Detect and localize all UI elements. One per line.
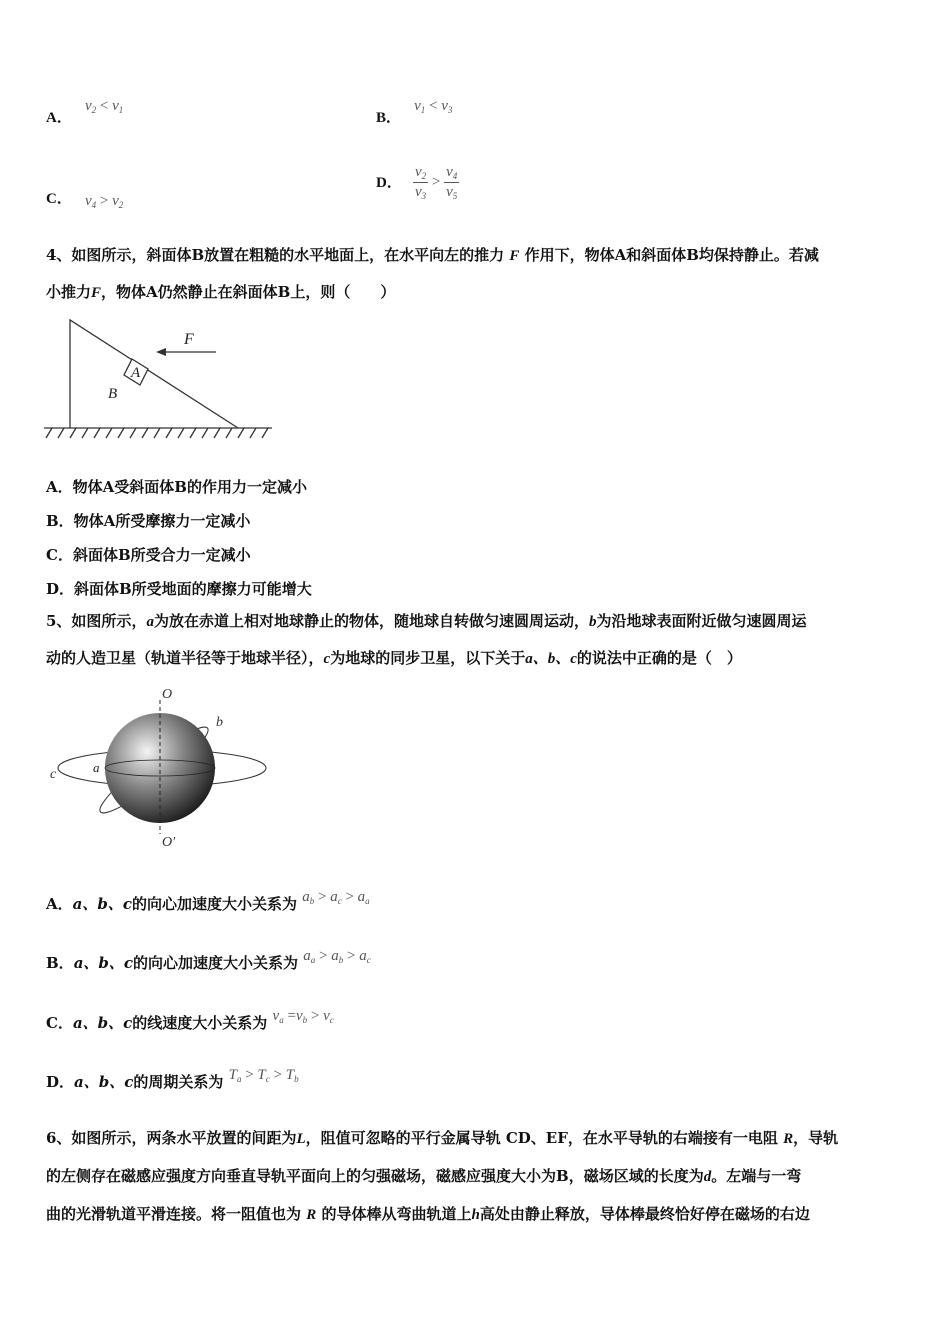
q6-line-3: 曲的光滑轨道平滑连接。将一阻值也为 R 的导体棒从弯曲轨道上h高处由静止释放，导体棒最终恰好停在磁场的右边 [46, 1205, 810, 1223]
q5-stem [46, 603, 908, 677]
fraction: $\frac{v_2}{v_3}$ [414, 164, 427, 201]
math-expression: $v_4 > v_2$ [84, 193, 124, 210]
math-expression: $v_a =v_b > v_c$ [272, 1008, 334, 1025]
math-expression: $v_2 < v_1$ [84, 98, 124, 115]
q5-option-a: A．a、b、c的向心加速度大小关系为 $a_b > a_c > a_a$ [46, 889, 370, 913]
math-expression: $T_a > T_c > T_b$ [228, 1067, 299, 1084]
label-c: c [50, 767, 57, 782]
q3-option-d [376, 164, 459, 201]
arrow-head [156, 348, 166, 356]
q3-option-b [376, 98, 453, 127]
q6-line-2: 的左侧存在磁感应强度方向垂直导轨平面向上的匀强磁场，磁感应强度大小为B，磁场区域的长度为d。左端与一弯 [46, 1167, 802, 1185]
option-label: C． [46, 191, 72, 207]
option-label: A． [46, 110, 72, 126]
incline-outline [70, 320, 238, 428]
label-b: B [108, 386, 118, 402]
q4-stem [46, 237, 908, 311]
math-expression: $v_1 < v_3$ [414, 98, 453, 115]
q5-line-1: 5、如图所示，a为放在赤道上相对地球静止的物体，随地球自转做匀速圆周运动，b为沿地球表面附近做匀速圆周运 [46, 612, 807, 630]
q4-line-1: 4、如图所示，斜面体B放置在粗糙的水平地面上，在水平向左的推力 F 作用下，物体A和斜面体B均保持静止。若减 [46, 246, 819, 264]
label-a: a [93, 760, 100, 775]
fraction: $\frac{v_4}{v_5}$ [446, 164, 458, 201]
math-expression: $\frac{v_2}{v_3}$ > $\frac{v_4}{v_5}$ [414, 164, 458, 201]
label-o: O [162, 687, 173, 702]
q6-line-1: 6、如图所示，两条水平放置的间距为L，阻值可忽略的平行金属导轨 CD、EF，在水平导轨的右端接有一电阻 R，导轨 [46, 1129, 839, 1147]
q5-earth-figure [44, 684, 274, 854]
option-label: B． [376, 110, 402, 126]
q3-option-c [46, 187, 124, 210]
q6-stem [46, 1120, 908, 1234]
label-b: b [216, 715, 223, 730]
q5-option-d: D．a、b、c的周期关系为 $T_a > T_c > T_b$ [46, 1067, 299, 1091]
ground-hatching [46, 428, 268, 438]
label-f: F [184, 331, 194, 348]
q4-option-a: A．物体A受斜面体B的作用力一定减小 [46, 478, 307, 496]
q5-option-c: C．a、b、c的线速度大小关系为 $v_a =v_b > v_c$ [46, 1008, 334, 1032]
q5-option-b: B．a、b、c的向心加速度大小关系为 $a_a > a_b > a_c$ [46, 948, 371, 972]
q4-option-c: C．斜面体B所受合力一定减小 [46, 546, 251, 564]
math-expression: $a_a > a_b > a_c$ [303, 948, 371, 965]
q5-line-2: 动的人造卫星（轨道半径等于地球半径），c为地球的同步卫星，以下关于a、b、c的说法中正确的是（ ） [46, 649, 742, 667]
q3-option-a [46, 98, 124, 127]
q4-option-d: D．斜面体B所受地面的摩擦力可能增大 [46, 580, 312, 598]
q4-line-2: 小推力F，物体A仍然静止在斜面体B上，则（ ） [46, 283, 396, 301]
label-o-prime: O′ [162, 835, 176, 850]
label-a: A [131, 365, 141, 381]
q4-option-b: B．物体A所受摩擦力一定减小 [46, 512, 251, 530]
q4-incline-figure [44, 314, 274, 446]
math-expression: $a_b > a_c > a_a$ [302, 889, 370, 906]
option-label: D． [376, 174, 402, 191]
